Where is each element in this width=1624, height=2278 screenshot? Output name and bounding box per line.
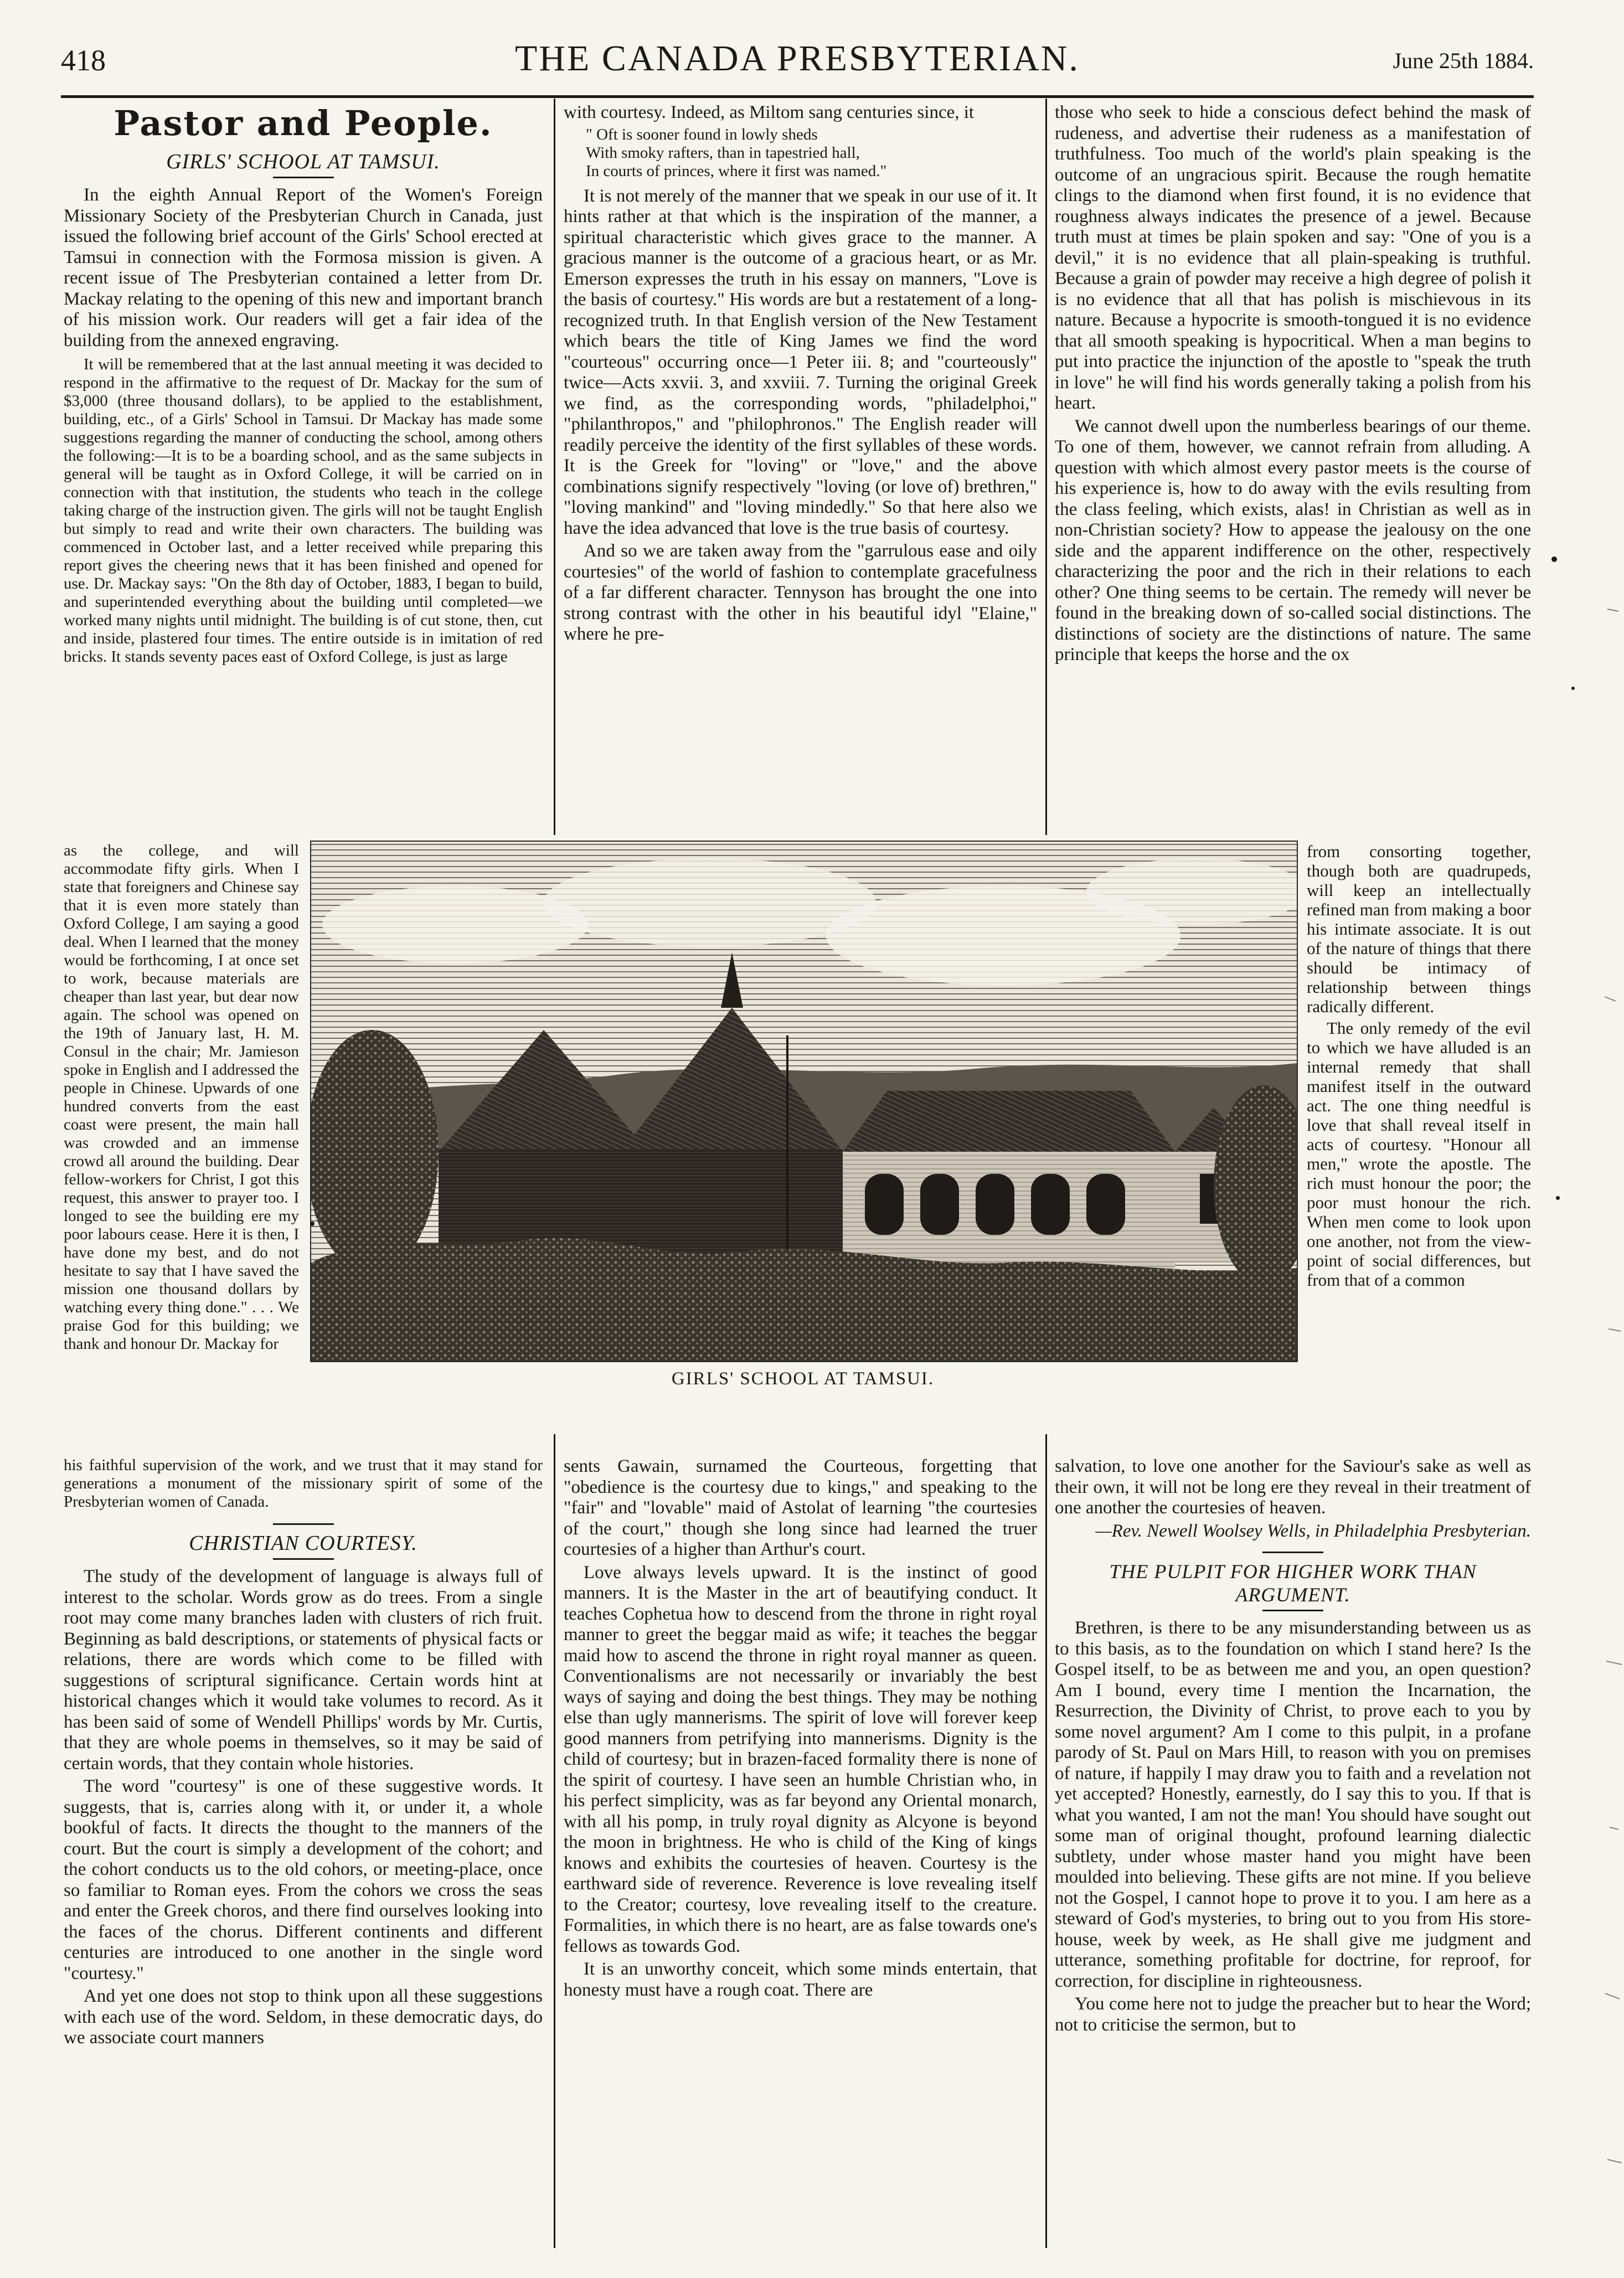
courtesy-paragraph: The word "courtesy" is one of these suggestive words. It suggests, that is, carries along with it, or under it, a whole bookful of facts. It directs the thought to the manners of the court. But the court is simply a development of the cohort; and the cohort conducts us to the old cohors, or meeting-place, once so familiar to Roman eyes. From the cohors we cross the seas and enter the Greek choros, and there find ourselves looking into the faces of the chorus. Different continents and different centuries are introduced to one another in the single word "courtesy." [64,1776,543,1983]
milton-quote [586,126,1037,181]
column-2-upper [564,102,1037,839]
scan-speck [1571,687,1575,690]
title-rule [273,177,334,178]
column-rule-1-upper [554,99,555,835]
section-rule [273,1523,334,1525]
header-rule [61,95,1534,98]
column-3-narrow [1307,842,1531,1456]
article-title-christian-courtesy: CHRISTIAN COURTESY. [189,1532,417,1555]
engraving-caption: GIRLS' SCHOOL AT TAMSUI. [671,1369,935,1389]
column-2-lower [564,1456,1037,2254]
courtesy-paragraph: It is an unworthy conceit, which some minds entertain, that honesty must have a rough coat. There are [564,1959,1037,2000]
scan-speck [1556,1196,1560,1200]
courtesy-paragraph: Love always levels upward. It is the instinct of good manners. It is the Master in the art of beautifying conduct. It teaches Cophetua how to descend from the throne in right royal manner to greet the beggar maid as wife; it teaches the beggar maid how to ascend the throne in right royal manner as queen. Conventionalisms are not necessarily or invariably the best ways of saying and doing the best things. They may be nothing else than ugly mannerisms. The spirit of love will forever keep good manners from petrifying into mannerisms. Dignity is the child of courtesy; but in brazen-faced formality there is none of the spirit of courtesy. I have seen an humble Christian who, in his perfect simplicity, was as far beyond any Oriental monarch, with all his pomp, in truly royal dignity as Alcyone is beyond the moon in brightness. He who is child of the King of kings knows and exhibits the courtesies of heaven. Courtesy is the earthward side of reverence. Reverence is love revealing itself to the Creator; courtesy, love revealing itself to the creature. Formalities, in which there is no heart, are as false towards one's fellows as towards God. [564,1562,1037,1956]
courtesy-paragraph: We cannot dwell upon the numberless bearings of our theme. To one of them, however, we cannot refrain from alluding. A question with which almost every pastor meets is the course of his experience is, how to do away with the evils resulting from the class feeling, which exists, alas! in Christian as well as in non-Christian society? How to appease the jealousy on the one side and the apparent indifference on the other, respectively characterizing the poor and the rich in their relations to each other? One thing seems to be certain. The remedy will never be found in the breaking down of so-called social distinctions. The distinctions of society are the distinctions of nature. The same principle that keeps the horse and the ox [1055,416,1531,664]
page-number: 418 [61,44,106,77]
article-body: It will be remembered that at the last annual meeting it was decided to respond in the affirmative to the request of Dr. Mackay for the sum of $3,000 (three thousand dollars), to be applied to the establishment, building, etc., of a Girls' School in Tamsui. Dr Mackay has made some suggestions regarding the manner of conducting the school, among others the following:—It is to be a boarding school, and as the same subjects in general will be taught as in Oxford College, it will be carried on in connection with that institution, the students who teach in the college taking charge of the instruction given. The girls will not be taught English but simply to read and write their own characters. The building was commenced in October last, and a letter received while preparing this report gives the cheering news that it has been finished and opened for use. Dr. Mackay says: "On the 8th day of October, 1883, I began to build, and superintended everything about the building until completed—we worked many nights until midnight. The building is of cut stone, then, cut and inside, plastered four times. The entire outside is in imitation of red bricks. It stands seventy paces east of Oxford College, is just as large [64,355,543,666]
courtesy-paragraph: salvation, to love one another for the Saviour's sake as well as their own, it will not be long ere they reveal in their treatment of one another the courtesies of heaven. [1055,1456,1531,1518]
courtesy-paragraph: from consorting together, though both are quadrupeds, will keep an intellectually refined man from making a boor his intimate associate. It is out of the nature of things that there should be intimacy of relationship between things radically different. [1307,842,1531,1016]
courtesy-paragraph: sents Gawain, surnamed the Courteous, forgetting that "obedience is the courtesy due to kings," and speaking to the "fair" and "lovable" maid of Astolat of learning "the courtesies of the court," though she long since had learned the truer courtesies of a higher than Arthur's court. [564,1456,1037,1559]
article-attribution: —Rev. Newell Woolsey Wells, in Philadelphia Presbyterian. [1095,1521,1531,1541]
quote-line: In courts of princes, where it first was named." [586,162,887,180]
courtesy-paragraph: It is not merely of the manner that we speak in our use of it. It hints rather at that which is the inspiration of the manner, a spiritual characteristic which gives grace to the manner. A gracious manner is the outcome of a gracious heart, or as Mr. Emerson expresses the truth in his essay on manners, "Love is the basis of courtesy." His words are but a restatement of a long-recognized truth. In that English version of the New Testament which bears the title of King James we find the word "courteous" occurring once—1 Peter iii. 8; and "courteously" twice—Acts xxvii. 3, and xxviii. 7. Turning the original Greek we find, as the corresponding words, "philadelphoi," "philanthropos," and "philophronos." The English reader will readily perceive the identity of the first syllables of these words. It is the Greek for "loving" or "love," and the above combinations signify respectively "loving (or love of) brethren," "loving mankind" and "loving mindedly." So that here also we have the idea advanced that love is the true basis of courtesy. [564,185,1037,538]
column-1-lower [64,1456,543,2254]
column-3-upper [1055,102,1531,842]
scan-speck [1551,556,1557,562]
issue-date: June 25th 1884. [1393,48,1534,73]
column-rule-2-upper [1045,99,1047,835]
article-closing: his faithful supervision of the work, and we trust that it may stand for generations a monument of the missionary spirit of some of the Presbyterian women of Canada. [64,1456,543,1511]
column-1-upper [64,102,543,842]
quote-line: " Oft is sooner found in lowly sheds [586,125,818,143]
title-rule [1262,1610,1323,1611]
masthead: THE CANADA PRESBYTERIAN. [515,38,1080,79]
courtesy-col2-top: with courtesy. Indeed, as Miltom sang centuries since, it [564,102,975,122]
column-rule-2-lower [1045,1434,1047,2248]
column-rule-1-lower [554,1434,555,2248]
courtesy-paragraph: those who seek to hide a conscious defect behind the mask of rudeness, and advertise their rudeness as a manifestation of truthfulness. Too much of the world's plain speaking is the outcome of an ungracious spirit. Because the rough hematite clings to the diamond when first found, it is no evidence that roughness always indicates the presence of a jewel. Because truth must at times be plain spoken and say: "One of you is a devil," it is no evidence that all plain-speaking is truthful. Because a grain of powder may receive a high degree of polish it is no evidence that all that has polish is mischievous in its nature. Because a hypocrite is smooth-tongued it is no evidence that all smooth speaking is hypocritical. When a man begins to put into practice the injunction of the apostle to "speak the truth in love" he will find his words generally taking a polish from his heart. [1055,102,1531,413]
department-heading: Pastor and People. [114,103,493,143]
column-3-lower [1055,1456,1531,2254]
article-body-continued: as the college, and will accommodate fifty girls. When I state that foreigners and Chinese say that it is even more stately than Oxford College, I am saying a good deal. When I learned that the money would be forthcoming, I at once set to work, because materials are cheaper than last year, but dear now again. The school was opened on the 19th of January last, H. M. Consul in the chair; Mr. Jamieson spoke in English and I addressed the people in Chinese. Upwards of one hundred converts from the east coast were present, the main hall was crowded and an immense crowd all around the building. Dear fellow-workers for Christ, I got this request, this answer to prayer too. I longed to see the building ere my poor labours cease. Here it is then, I have done my best, and do not hesitate to say that I have saved the mission one thousand dollars by watching every thing done." . . . We praise God for this building; we thank and honour Dr. Mackay for [64,842,299,1353]
quote-line: With smoky rafters, than in tapestried hall, [586,143,860,162]
courtesy-paragraph: The study of the development of language is always full of interest to the scholar. Words grow as do trees. From a single root may come many branches laden with clusters of rich fruit. Beginning as bald descriptions, or statements of physical facts or relations, there are words which come to be filled with suggestions of scriptural significance. Certain words hint at historical changes which it would take volumes to record. As it has been said of some of Wendell Phillips' words by Mr. Curtis, that they are whole poems in themselves, so it may be said of certain words, that they contain whole histories. [64,1566,543,1774]
scan-edge-noise [1602,0,1624,2278]
section-rule [1262,1552,1323,1553]
pulpit-paragraph: Brethren, is there to be any misunderstanding between us as to this basis, as to the foundation on which I stand here? Is the Gospel itself, to be as between me and you, an open question? Am I bound, every time I mention the Incarnation, the Resurrection, the Divinity of Christ, to prove each to you by some novel argument? Am I come to this pulpit, in a profane parody of St. Paul on Mars Hill, to reason with you on premises of nature, if happily I may draw you to faith and a revelation not yet accepted? Honestly, earnestly, do I say this to you. If that is what you wanted, I am not the man! You should have sought out some man of original thought, profound learning dialectic subtlety, under whose master hand you might have been moulded into believing. These gifts are not mine. If you believe not the Gospel, I cannot hope to prove it to you. I am here as a steward of God's mysteries, to bring out to you from His store-house, week by week, as He shall give me judgment and utterance, something profitable for doctrine, for reproof, for correction, for discipline in righteousness. [1055,1618,1531,1991]
article-intro: In the eighth Annual Report of the Women's Foreign Missionary Society of the Presbyterian Church in Canada, just issued the following brief account of the Girls' School erected at Tamsui in connection with the Formosa mission is given. A recent issue of The Presbyterian contained a letter from Dr. Mackay relating to the opening of this new and important branch of his mission work. Our readers will get a fair idea of the building from the annexed engraving. [64,185,543,351]
engraving-girls-school [310,841,1298,1362]
courtesy-paragraph: And so we are taken away from the "garrulous ease and oily courtesies" of the world of fashion to contemplate gracefulness of a far different character. Tennyson has brought the one into strong contrast with the other in his beautiful idyl "Elaine," where he pre- [564,541,1037,644]
courtesy-paragraph: And yet one does not stop to think upon all these suggestions with each use of the word. Seldom, in these democratic days, do we associate court manners [64,1986,543,2048]
school-building-illustration [311,842,1297,1361]
pulpit-paragraph: You come here not to judge the preacher but to hear the Word; not to criticise the sermon, but to [1055,1994,1531,2035]
article-title-girls-school: GIRLS' SCHOOL AT TAMSUI. [166,150,440,173]
article-title-pulpit: THE PULPIT FOR HIGHER WORK THAN ARGUMENT. [1109,1560,1477,1606]
courtesy-paragraph: The only remedy of the evil to which we have alluded is an internal remedy that shall manifest itself in the outward act. The one thing needful is love that shall reveal itself in acts of courtesy. "Honour all men," wrote the apostle. The rich must honour the poor; the poor must honour the rich. When men come to look upon one another, not from the view-point of social differences, but from that of a common [1307,1018,1531,1290]
title-rule [273,1558,334,1560]
scan-speck [310,1222,315,1226]
page-header [61,33,1534,89]
